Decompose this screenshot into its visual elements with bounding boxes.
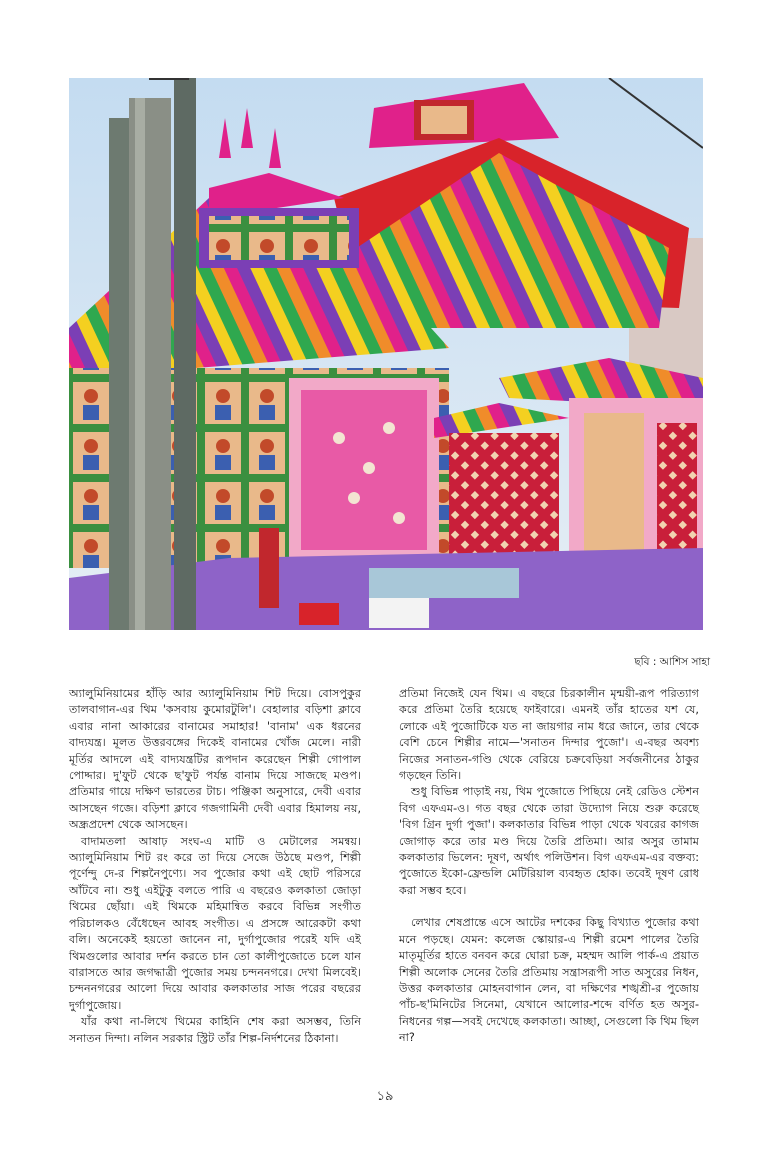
paragraph: অ্যালুমিনিয়ামের হাঁড়ি আর অ্যালুমিনিয়াম শিট দিয়ে। বোসপুকুর তালবাগান-এর থিম 'কসবায় কুমোরটুলি'। বেহালার বড়িশা ক্লাবে এবার নানা আকারের বানামের সমাহার! 'বানাম' এক ধরনের বাদ্যযন্ত্র। মূলত উত্তরবঙ্গের দিকেই বানামের খোঁজ মেলে। নারী মূর্তির আদলে এই বাদ্যযন্ত্রটির রূপদান করেছেন শিল্পী গোপাল পোদ্দার। দু'ফুট থেকে ছ'ফুট পর্যন্ত বানাম দিয়ে সাজছে মণ্ডপ। প্রতিমার গায়ে দক্ষিণ ভারতের টাচ। পঞ্জিকা অনুসারে, দেবী এবার আসছেন গজে। বড়িশা ক্লাবে গজগামিনী দেবী এবার হিমালয় নয়, অন্ধ্রপ্রদেশ থেকে আসছেন। [69, 687, 361, 832]
paragraph: শুধু বিভিন্ন পাড়াই নয়, থিম পুজোতে পিছিয়ে নেই রেডিও স্টেশন বিগ এফএম-ও। গত বছর থেকে তারা উদ্যোগ নিয়ে শুরু করেছে 'বিগ গ্রিন দুর্গা পুজা'। কলকাতার বিভিন্ন পাড়া থেকে খবরের কাগজ জোগাড় করে তার মণ্ড দিয়ে তৈরি প্রতিমা। আর অসুর তামাম কলকাতার ভিলেন: দূষণ, অর্থাৎ পলিউশন। বিগ এফএম-এর বক্তব্য: পুজোতে ইকো-ফ্রেন্ডলি মেটিরিয়াল ব্যবহৃত হোক। তবেই দূষণ রোধ করা সম্ভব হবে। [399, 785, 699, 897]
article-right-column [399, 686, 699, 1047]
page-number: ১৯ [376, 1089, 394, 1104]
pandal-photo [69, 78, 703, 630]
paragraph: বাদামতলা আষাঢ় সংঘ-এ মাটি ও মেটালের সমন্বয়। অ্যালুমিনিয়াম শিট রং করে তা দিয়ে সেজে উঠছে মণ্ডপ, শিল্পী পূর্ণেন্দু দে-র শিল্পনৈপুণ্যে। সব পুজোর কথা এই ছোট পরিসরে আঁটবে না। শুধু এইটুকু বলতে পারি এ বছরেও কলকাতা জোড়া থিমের ছোঁয়া। এই থিমকে মহিমান্বিত করবে বিভিন্ন সংগীত পরিচালকও বেঁধেছেন আবহ সংগীত। এ প্রসঙ্গে আরেকটা কথা বলি। অনেকেই হয়তো জানেন না, দুর্গাপুজোর পরেই যদি এই থিমগুলোর আবার দর্শন করতে চান তো কালীপুজোতে চলে যান বারাসতে আর জগদ্ধাত্রী পুজোর সময় চন্দননগরে। দেখা মিলবেই। চন্দননগরের আলো দিয়ে আবার কলকাতার সাজ পরের বছরের দুর্গাপুজোয়। [69, 834, 361, 1012]
photo-pandal-icon [69, 78, 703, 630]
paragraph: লেখার শেষপ্রান্তে এসে আটের দশকের কিছু বিখ্যাত পুজোর কথা মনে পড়ছে। যেমন: কলেজ স্কোয়ার-এ শিল্পী রমেশ পালের তৈরি মাতৃমূর্তির হাতে বনবন করে ঘোরা চক্র, মহম্মদ আলি পার্ক-এ প্রয়াত শিল্পী অলোক সেনের তৈরি প্রতিমায় সন্ত্রাসরূপী সাত অসুরের নিধন, উত্তর কলকাতার মোহনবাগান লেন, বা দক্ষিণের শঙ্খশ্রী-র পুজোয় পাঁচ-ছ'মিনিটের সিনেমা, যেখানে আলোর-শব্দে বর্ণিত হত অসুর-নিধনের গল্প—সবই দেখেছে কলকাতা। আচ্ছা, সেগুলো কি থিম ছিল না? [399, 916, 699, 1045]
paragraph: যাঁর কথা না-লিখে থিমের কাহিনি শেষ করা অসম্ভব, তিনি সনাতন দিন্দা। নলিন সরকার স্ট্রিট তাঁর শিল্প-নির্দশনের ঠিকানা। [69, 1015, 361, 1045]
paragraph: প্রতিমা নিজেই যেন থিম। এ বছরে চিরকালীন মৃন্ময়ী-রূপ পরিত্যাগ করে প্রতিমা তৈরি হয়েছে ফাইবারে। এমনই তাঁর হাতের যশ যে, লোকে এই পুজোটিকে যত না জায়গার নাম ধরে জানে, তার থেকে বেশি চেনে শিল্পীর নামে—'সনাতন দিন্দার পুজো'। এ-বছর অবশ্য নিজের সনাতন-গণ্ডি থেকে বেরিয়ে চক্রবেড়িয়া সর্বজনীনের ঠাকুর গড়ছেন তিনি। [399, 687, 699, 783]
photo-credit: ছবি : আশিস সাহা [634, 656, 710, 668]
article-left-column [69, 686, 361, 1047]
